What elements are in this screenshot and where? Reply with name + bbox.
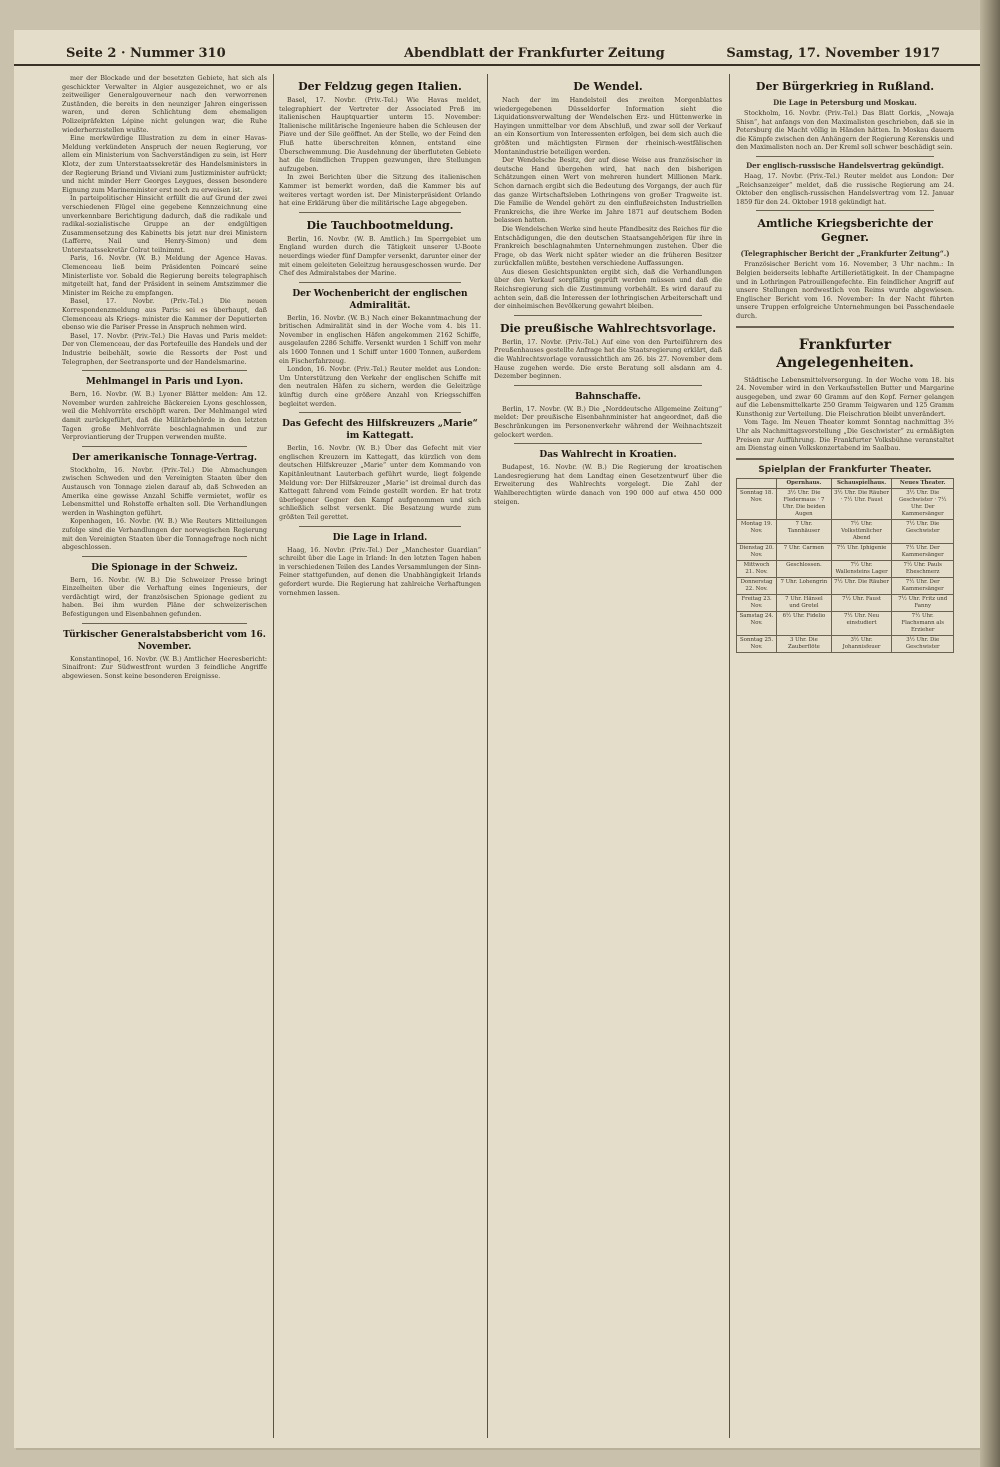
article-text: Basel, 17. Novbr. (Priv.-Tel.) Wie Havas meldet, telegraphiert der Vertreter der Associated Preß im italienischen Hauptquartier unterm 15. November: Italienische militärische Ingenieure haben die Schleusen der Piave und der Sile geöffnet. An der Stelle, wo der Feind den Fluß hatte überschreiten können, entstand eine Überschwemmung. Die Ausdehnung der überfluteten Gebiete hat die feindlichen Truppen gezwungen, ihre Stellungen aufzugeben. [279,96,481,173]
column-rule [273,74,274,1438]
article-text: Konstantinopel, 16. Novbr. (W. B.) Amtlicher Heeresbericht: Sinaifront: Zur Südwestfront wurden 3 feindliche Angriffe abgewiesen. Sonst keine besonderen Ereignisse. [62,654,267,680]
show-cell: 6½ Uhr. Fidelio [777,612,832,636]
day-cell: Samstag 24. Nov. [737,612,777,636]
show-cell: 7½ Uhr. Die Räuber [831,578,892,595]
article-text: In zwei Berichten über die Sitzung des italienischen Kammer ist bemerkt worden, daß die Kammer bis auf weiteres vertagt worden ist. Der Ministerpräsident Orlando hat eine Erklärung über die militärische Lage abgegeben. [279,173,481,208]
article-text: Bern, 16. Novbr. (W. B.) Die Schweizer Presse bringt Einzelheiten über die Verhaftung eines Ingenieurs, der verdächtigt wird, der französischen Spionage gedient zu haben. Bei ihm wurden Pläne der schweizerischen Befestigungen und Eisenbahnen gefunden. [62,575,267,619]
article-text: Berlin, 16. Novbr. (W. B. Amtlich.) Im Sperrgebiet um England wurden durch die Tätigkeit unserer U-Boote neuerdings wieder fünf Dampfer versenkt, darunter einer der mit einem geleiteten Geleitzug herausgeschossen wurde. Der Chef des Admiralstabes der Marine. [279,234,481,278]
header-date: Samstag, 17. November 1917 [726,46,940,61]
column-4 [736,74,954,1438]
article-headline: Die Spionage in der Schweiz. [91,562,238,573]
show-cell: 7½ Uhr. Wallensteins Lager [831,561,892,578]
day-cell: Montag 19. Nov. [737,520,777,544]
show-cell: 7½ Uhr. Der Kammersänger [892,578,954,595]
show-cell: 7½ Uhr. Neu einstudiert [831,612,892,636]
article-subheadline: Die Lage in Petersburg und Moskau. [773,98,917,107]
article-text: Haag, 16. Novbr. (Priv.-Tel.) Der „Manchester Guardian“ schreibt über die Lage in Irland: In den letzten Tagen haben in verschiedenen Teilen des Landes Versammlungen der Sinn-Feiner stattgefunden, auf denen die Unabhängigkeit Irlands gefordert wurde. Die Regierung hat zahlreiche Verhaftungen vornehmen lassen. [279,545,481,597]
day-cell: Sonntag 25. Nov. [737,636,777,653]
article-text: Basel, 17. Novbr. (Priv.-Tel.) Die Havas und Paris meldet: Der von Clemenceau, der das Portefeuille des Handels und der Industrie beibehält, sowie die Ressorts der Post und Telegraphen, der Seetransporte und der Handelsmarine. [62,331,267,366]
table-row [737,595,954,612]
article-headline: Der Wochenbericht der englischen Admiralität. [292,288,468,311]
theatre-schedule-table [736,478,954,653]
article-headline: Bahnschaffe. [575,391,641,402]
show-cell: 3½ Uhr. Die Räuber · 7½ Uhr. Faust [831,489,892,520]
day-cell: Freitag 23. Nov. [737,595,777,612]
table-header-cell [737,479,777,489]
article-headline: Der amerikanische Tonnage-Vertrag. [71,452,258,463]
article-text: Haag, 17. Novbr. (Priv.-Tel.) Reuter meldet aus London: Der „Reichsanzeiger“ meldet, daß die russische Regierung am 24. Oktober den englisch-russischen Handelsvertrag vom 12. Januar 1859 für den 24. Oktober 1918 gekündigt hat. [736,171,954,206]
table-row [737,489,954,520]
show-cell: 7½ Uhr. Der Kammersänger [892,544,954,561]
article-text: Budapest, 16. Novbr. (W. B.) Die Regierung der kroatischen Landesregierung hat dem Landtag einen Gesetzentwurf über die Erweiterung des Wahlrechts vorgelegt. Die Zahl der Wahlberechtigten würde danach von 190 000 auf etwa 450 000 steigen. [494,463,722,506]
show-cell: 7½ Uhr. Flachsmann als Erzieher [892,612,954,636]
article-text: Städtische Lebensmittelversorgung. In der Woche vom 18. bis 24. November wird in den Verkaufsstellen Butter und Margarine ausgegeben, und zwar 60 Gramm auf den Kopf. Ferner gelangen auf die Lebensmittelkarte 250 Gramm Teigwaren und 125 Gramm Kunsthonig zur Verteilung. Die Fleischration bleibt unverändert. [736,375,954,418]
show-cell: 7 Uhr. Lohengrin [777,578,832,595]
article-text: Paris, 16. Novbr. (W. B.) Meldung der Agence Havas. Clemenceau ließ beim Präsidenten Poincaré seine Ministerliste vor. Sobald die Regierung bereits telegraphisch mitgeteilt hat, fand der Präsident in seinem Amtszimmer die Minister im Reiche zu empfangen. [62,254,267,297]
show-cell: 7 Uhr. Hänsel und Gretel [777,595,832,612]
show-cell: 7½ Uhr. Faust [831,595,892,612]
article-text: Eine merkwürdige Illustration zu dem in einer Havas-Meldung verkündeten Anspruch der neuen Regierung, vor allem ein Ministerium von Sachverständigen zu sein, ist Herr Klotz, der zum Unterstaatssekretär des Handelsministers in der Regierung Briand und Viviani zum Justizminister aufrückt; und nicht minder Herr Georges Leygues, dessen besondere Eignung zum Marineminister erst noch zu erweisen ist. [62,134,267,194]
show-cell: 7½ Uhr. Pauls Eheschmerz [892,561,954,578]
article-text: Berlin, 16. Novbr. (W. B.) Über das Gefecht mit vier englischen Kreuzern im Kattegatt, das kürzlich von dem deutschen Hilfskreuzer „Marie“ unter dem Kommando von Kapitänleutnant Lauterbach geführt wurde, liegt folgende Meldung vor: Der Hilfskreuzer „Marie“ ist dreimal durch das Kattegatt fahrend vom Feinde gestellt worden. Er hat trotz überlegener Gegner den Kampf aufgenommen und sich schließlich selbst versenkt. Die Besatzung wurde zum größten Teil gerettet. [279,444,481,521]
article-text: Nach der im Handelsteil des zweiten Morgenblattes wiedergegebenen Düsseldorfer Information sieht die Liquidationsverwaltung der Wendelschen Erz- und Hüttenwerke in Hayingen unmittelbar vor dem Abschluß, und zwar soll der Verkauf an ein Konsortium von Interessenten erfolgen, bei dem sich auch die größten und mächtigsten Firmen der rheinisch-westfälischen Montanindustrie beteiligen werden. [494,96,722,156]
page-header [14,40,980,66]
show-cell: 3½ Uhr. Johannisfeuer [831,636,892,653]
show-cell: 7½ Uhr. Die Geschwister [892,520,954,544]
table-row [737,561,954,578]
page-edge [980,0,1000,1467]
section-headline: Frankfurter Angelegenheiten. [776,336,914,371]
show-cell: 3½ Uhr. Die Geschwister [892,636,954,653]
header-page-number: Seite 2 · Nummer 310 [66,46,226,61]
article-text: London, 16. Novbr. (Priv.-Tel.) Reuter meldet aus London: Um Unterstützung den Verkehr der englischen Schiffe mit den neutralen Häfen zu sichern, werden die Geleitzüge künftig durch eine größere Anzahl von Kriegsschiffen begleitet werden. [279,365,481,408]
table-row [737,612,954,636]
header-masthead: Abendblatt der Frankfurter Zeitung [404,46,665,61]
article-headline: Der englisch-russische Handelsvertrag gekündigt. [746,160,944,170]
column-2 [279,74,481,1438]
article-text: Stockholm, 16. Novbr. (Priv.-Tel.) Das Blatt Gorkis, „Nowaja Shisn“, hat anfangs von den Maximalisten geschrieben, daß sie in Petersburg die Macht völlig in Händen hätten. In Moskau dauern die Kämpfe zwischen den Anhängern der Regierung Kerenskis und den Maximalisten noch an. Der Kreml soll schwer beschädigt sein. [736,109,954,152]
show-cell: 7 Uhr. Tannhäuser [777,520,832,544]
article-text: Kopenhagen, 16. Novbr. (W. B.) Wie Reuters Mitteilungen zufolge sind die Verhandlungen der norwegischen Regierung mit den Vereinigten Staaten über die Tonnagefrage noch nicht abgeschlossen. [62,517,267,552]
column-rule [487,74,488,1438]
day-cell: Donnerstag 22. Nov. [737,578,777,595]
table-header-row [737,479,954,489]
article-headline: Die preußische Wahlrechtsvorlage. [499,321,717,335]
article-text: Der Wendelsche Besitz, der auf diese Weise aus französischer in deutsche Hand übergehen wird, hat nach den bisherigen Schätzungen einen Wert von mehreren hundert Millionen Mark. Schon darnach ergibt sich die Bedeutung des Vorgangs, der auch für das ganze Wirtschaftsleben Lothringens von großer Tragweite ist. Die Familie de Wendel gehört zu den einflußreichsten Industriellen Frankreichs, die ihre Werke im Jahre 1871 auf deutschem Boden belassen hatten. [494,156,722,225]
show-cell: 3½ Uhr. Die Geschwister · 7½ Uhr. Der Kammersänger [892,489,954,520]
show-cell: 3½ Uhr. Die Fledermaus · 7 Uhr. Die beiden Augen [777,489,832,520]
table-row [737,544,954,561]
article-subheadline: (Telegraphischer Bericht der „Frankfurter Zeitung“.) [740,249,950,259]
article-text: Berlin, 17. Novbr. (Priv.-Tel.) Auf eine von den Parteiführern des Preußenhauses gestellte Anfrage hat die Staatsregierung erklärt, daß die Wahlrechtsvorlage voraussichtlich am 26. bis 27. November dem Hause zugehen werde. Die erste Beratung soll alsdann am 4. Dezember beginnen. [494,337,722,381]
show-cell: Geschlossen. [777,561,832,578]
article-headline: Das Gefecht des Hilfskreuzers „Marie“ im Kattegatt. [282,419,478,442]
table-header-cell: Opernhaus. [777,479,832,489]
theatre-schedule-title: Spielplan der Frankfurter Theater. [758,464,932,475]
article-headline: Mehlmangel in Paris und Lyon. [85,377,244,388]
day-cell: Mittwoch 21. Nov. [737,561,777,578]
table-header-cell: Neues Theater. [892,479,954,489]
article-headline: Die Lage in Irland. [332,532,428,543]
article-text: Berlin, 16. Novbr. (W. B.) Nach einer Bekanntmachung der britischen Admiralität sind in der Woche vom 4. bis 11. November in englischen Häfen angekommen 2162 Schiffe, ausgelaufen 2286 Schiffe. Versenkt wurden 1 Schiff von mehr als 1600 Tonnen und 1 Schiff unter 1600 Tonnen, außerdem ein Fischerfahrzeug. [279,313,481,365]
show-cell: 7½ Uhr. Iphigenie [831,544,892,561]
table-row [737,636,954,653]
article-headline: Türkischer Generalstabsbericht vom 16. November. [63,629,266,652]
article-text: Stockholm, 16. Novbr. (Priv.-Tel.) Die Abmachungen zwischen Schweden und den Vereinigten Staaten über den Austausch von Tonnage zielen darauf ab, daß Schweden an Amerika eine gewisse Anzahl Schiffe vermietet, wofür es Lebensmittel und Rohstoffe erhalten soll. Die Verhandlungen werden in Washington geführt. [62,465,267,517]
day-cell: Sonntag 18. Nov. [737,489,777,520]
article-headline: Das Wahlrecht in Kroatien. [539,450,677,461]
article-headline: Amtliche Kriegsberichte der Gegner. [757,217,933,245]
article-text: In parteipolitischer Hinsicht erfüllt die auf Grund der zwei verschiedenen Flügel eine gegebene Kennzeichnung eine unverkennbare Berichtigung dadurch, daß die radikale und radikal-sozialistische Gruppe an der endgültigen Zusammensetzung des Kabinetts bis jetzt nur drei Ministern (Lafferre, Nail und Henry-Simon) und dem Unterstaatssekretär Colrat teilnimmt. [62,194,267,254]
show-cell: 3 Uhr. Die Zauberflöte [777,636,832,653]
column-1 [62,74,267,1438]
article-headline: Die Tauchbootmeldung. [306,218,454,232]
article-text: Französischer Bericht vom 16. November, 3 Uhr nachm.: In Belgien beiderseits lebhafte Artillerietätigkeit. In der Champagne und in Lothringen Patrouillengefechte. Ein feindlicher Angriff auf unsere Stellungen nordwestlich von Reims wurde abgewiesen. Englischer Bericht vom 16. November: In der Nacht führten unsere Truppen erfolgreiche Unternehmungen bei Passchendaele durch. [736,260,954,320]
newspaper-page [14,30,980,1448]
show-cell: 7½ Uhr. Volkstümlicher Abend [831,520,892,544]
show-cell: 7 Uhr. Carmen [777,544,832,561]
article-headline: De Wendel. [573,80,643,93]
article-text: Berlin, 17. Novbr. (W. B.) Die „Norddeutsche Allgemeine Zeitung“ meldet: Der preußische Eisenbahnminister hat angeordnet, daß die Beschränkungen im Personenverkehr während der Weihnachtszeit gelockert werden. [494,404,722,439]
column-3 [494,74,722,1438]
article-text: Die Wendelschen Werke sind heute Pfandbesitz des Reiches für die Entschädigungen, die den deutschen Staatsangehörigen für ihre in Frankreich beschlagnahmten Unternehmungen zustehen. Über die Frage, ob das Werk nicht später wieder an die früheren Besitzer zurückfallen müßte, bestehen verschiedene Auffassungen. [494,224,722,268]
article-text: Basel, 17. Novbr. (Priv.-Tel.) Die neuen Korrespondenzmeldung aus Paris: sei es überhaupt, daß Clemenceau als Kriegs- minister die Kammer der Deputierten ebenso wie die Pariser Presse in Anspruch nehmen wird. [62,297,267,332]
table-body [737,489,954,653]
column-rule [729,74,730,1438]
table-header-cell: Schauspielhaus. [831,479,892,489]
article-text: mer der Blockade und der besetzten Gebiete, hat sich als geschickter Verwalter in Algier ausgezeichnet, wo er als zeitweiliger Generalgouverneur nach den verworrenen Zuständen, die bereits in den neunziger Jahren eingerissen waren, und deren Schlichtung dem ehemaligen Polizeipräfekten Lépine nicht gelungen war, die Ruhe wiederherzustellen wußte. [62,74,267,134]
article-headline: Der Feldzug gegen Italien. [298,80,462,93]
table-row [737,578,954,595]
article-text: Bern, 16. Novbr. (W. B.) Lyoner Blätter melden: Am 12. November wurden zahlreiche Bäckereien Lyons geschlossen, weil die Mehlvorräte erschöpft waren. Der Mehlmangel wird damit zurückgeführt, daß die Militärbehörde in den letzten Tagen große Mehlvorräte beschlagnahmen und zur Verproviantierung der Truppen verwenden mußte. [62,390,267,442]
show-cell: 7½ Uhr. Fritz und Fanny [892,595,954,612]
article-text: Vom Tage. Im Neuen Theater kommt Sonntag nachmittag 3½ Uhr als Nachmittagsvorstellung „Die Geschwister“ zu ermäßigten Preisen zur Aufführung. Die Frankfurter Volksbühne veranstaltet am Dienstag einen Volkskonzertabend im Saalbau. [736,418,954,453]
article-headline: Der Bürgerkrieg in Rußland. [755,80,935,93]
article-text: Aus diesen Gesichtspunkten ergibt sich, daß die Verhandlungen über den Verkauf sorgfältig geprüft werden müssen und daß die Reichsregierung sich die Zustimmung vorbehält. Es wird darauf zu achten sein, daß die Interessen der lothringischen Arbeiterschaft und der einheimischen Bevölkerung gewahrt bleiben. [494,267,722,311]
day-cell: Dienstag 20. Nov. [737,544,777,561]
table-row [737,520,954,544]
